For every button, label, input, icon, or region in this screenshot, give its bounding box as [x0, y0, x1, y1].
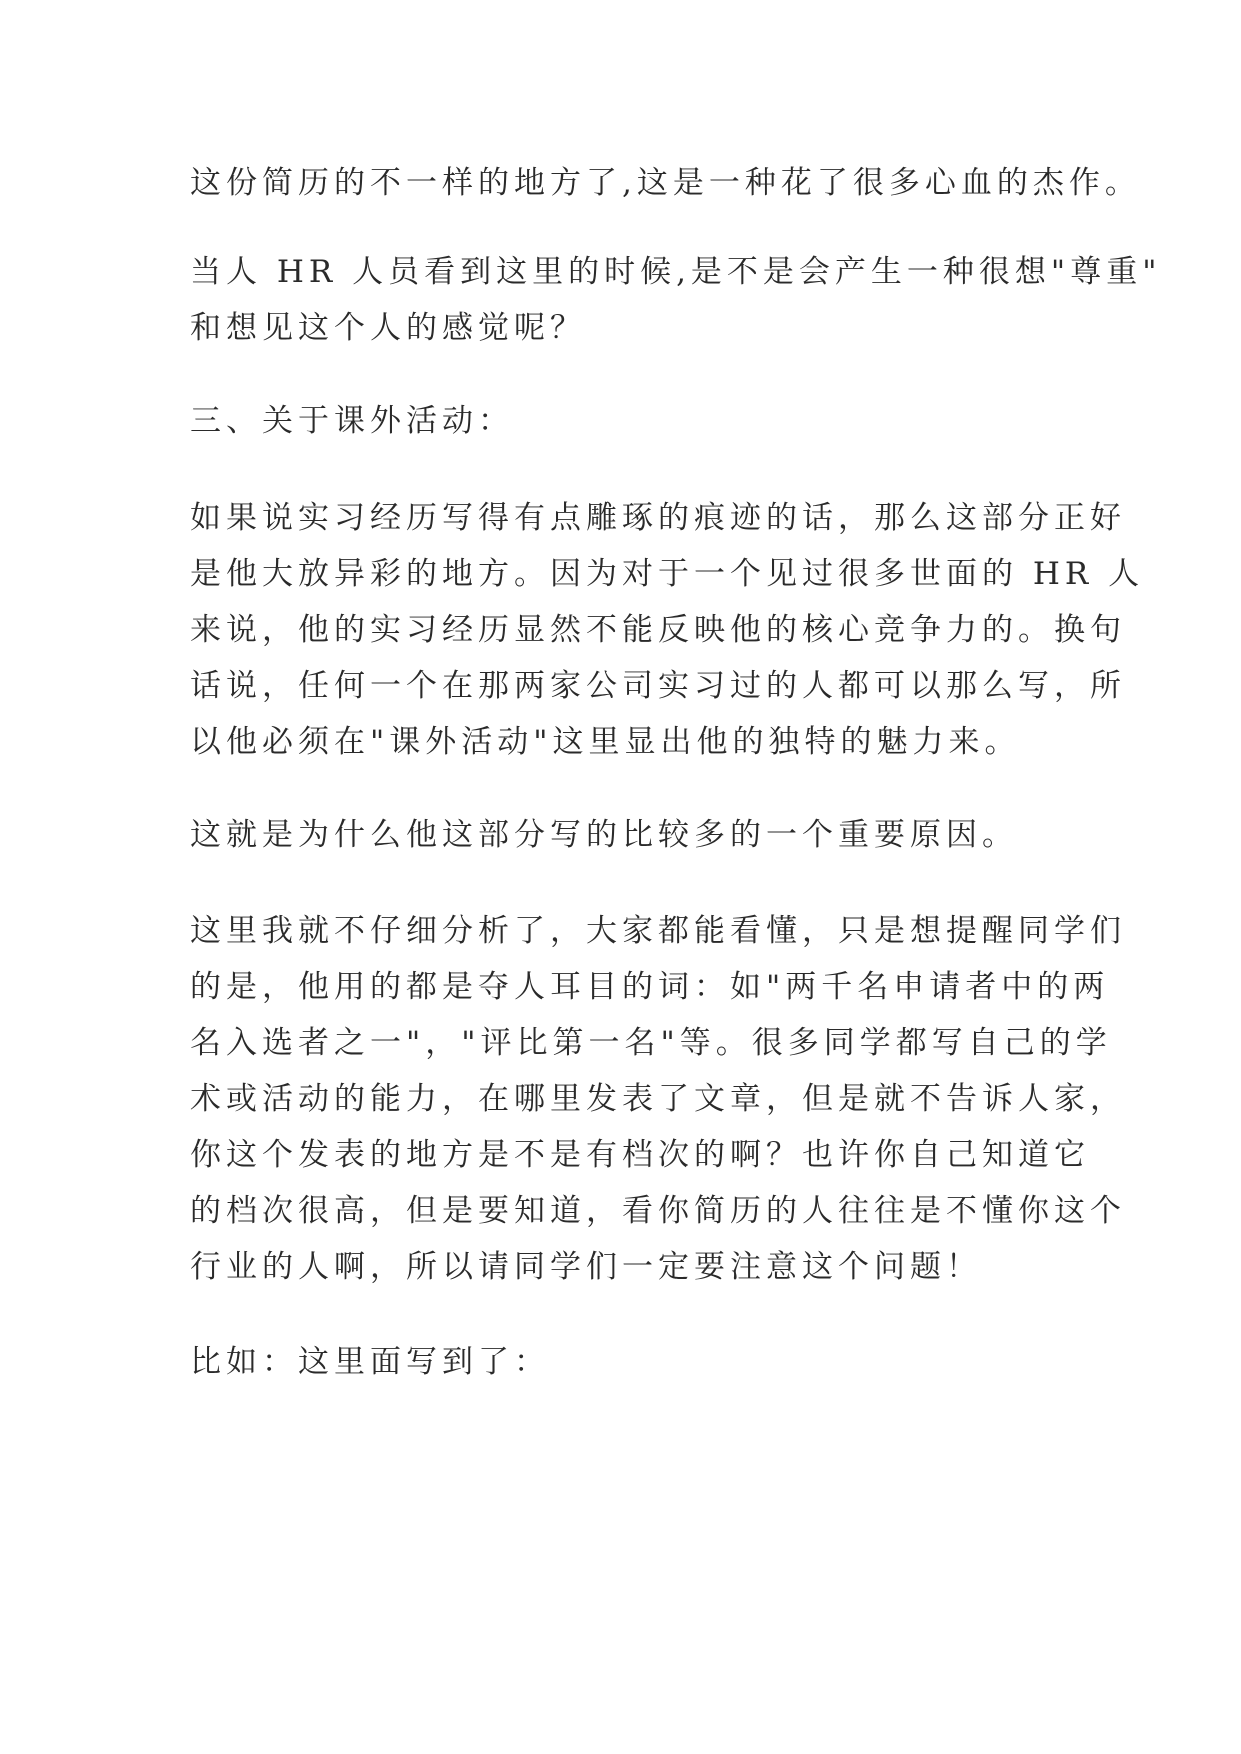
- paragraph-line: 的档次很高，但是要知道，看你简历的人往往是不懂你这个: [190, 1193, 1126, 1229]
- paragraph-line: 这就是为什么他这部分写的比较多的一个重要原因。: [190, 817, 1018, 853]
- section-heading: 三、关于课外活动：: [190, 403, 514, 439]
- paragraph-line: 和想见这个人的感觉呢？: [190, 310, 586, 346]
- paragraph-line: 话说，任何一个在那两家公司实习过的人都可以那么写，所: [190, 668, 1126, 704]
- paragraph-line: 行业的人啊，所以请同学们一定要注意这个问题！: [190, 1249, 982, 1285]
- paragraph-line: 这份简历的不一样的地方了,这是一种花了很多心血的杰作。: [190, 165, 1141, 201]
- paragraph-line: 是他大放异彩的地方。因为对于一个见过很多世面的 HR 人: [190, 556, 1145, 592]
- paragraph-line: 来说，他的实习经历显然不能反映他的核心竞争力的。换句: [190, 612, 1126, 648]
- paragraph-line: 当人 HR 人员看到这里的时候,是不是会产生一种很想"尊重": [190, 254, 1162, 290]
- paragraph-line: 比如：这里面写到了：: [190, 1344, 550, 1380]
- paragraph-line: 你这个发表的地方是不是有档次的啊？也许你自己知道它: [190, 1137, 1090, 1173]
- paragraph-line: 如果说实习经历写得有点雕琢的痕迹的话，那么这部分正好: [190, 500, 1126, 536]
- paragraph-line: 以他必须在"课外活动"这里显出他的独特的魅力来。: [190, 724, 1021, 760]
- paragraph-line: 术或活动的能力，在哪里发表了文章，但是就不告诉人家，: [190, 1081, 1126, 1117]
- paragraph-line: 的是，他用的都是夺人耳目的词：如"两千名申请者中的两: [190, 969, 1110, 1005]
- paragraph-line: 名入选者之一"，"评比第一名"等。很多同学都写自己的学: [190, 1025, 1112, 1061]
- paragraph-line: 这里我就不仔细分析了，大家都能看懂，只是想提醒同学们: [190, 913, 1126, 949]
